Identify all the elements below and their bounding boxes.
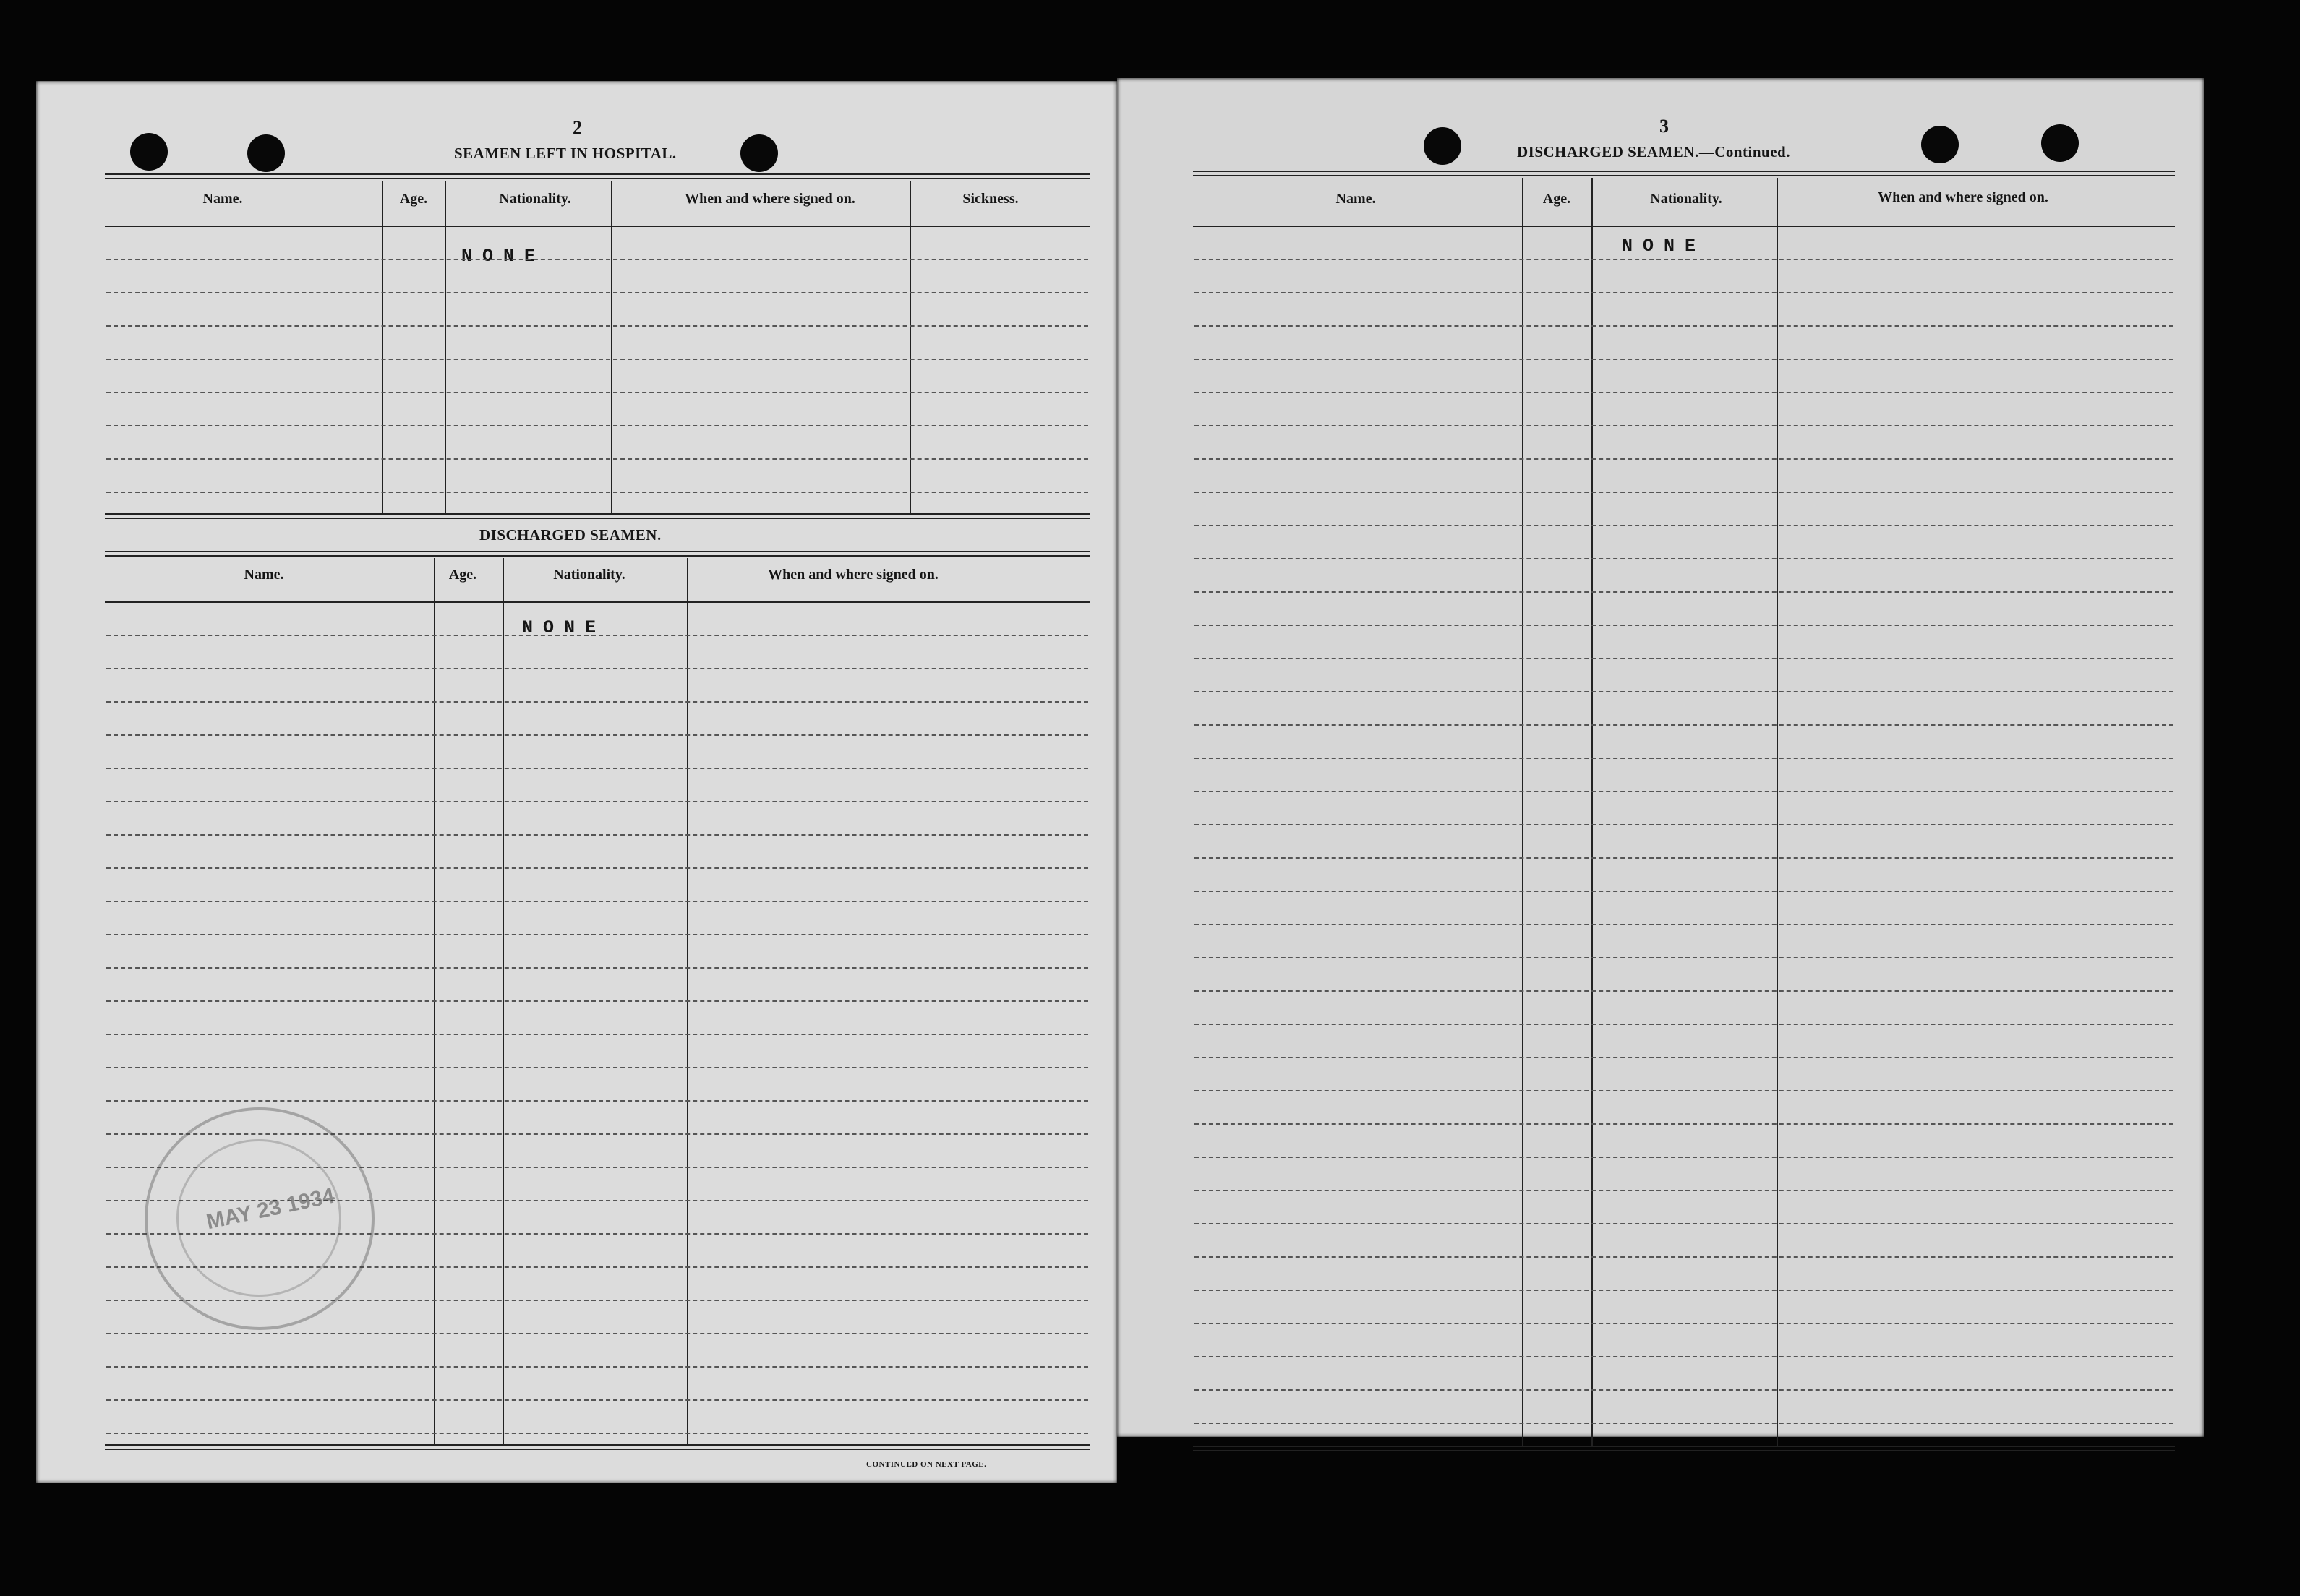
row-line	[1194, 425, 2173, 426]
row-line	[1194, 525, 2173, 526]
row-line	[1194, 1123, 2173, 1125]
discharged-section-title: DISCHARGED SEAMEN.	[479, 526, 662, 544]
row-line	[1194, 492, 2173, 493]
section-rule	[105, 513, 1090, 519]
row-line	[1194, 359, 2173, 360]
row-line	[1194, 325, 2173, 327]
col-header-nationality: Nationality.	[499, 191, 571, 207]
left-page	[36, 81, 1117, 1483]
col-header-signed-on: When and where signed on.	[768, 567, 939, 583]
col-header-signed-on: When and where signed on.	[1878, 189, 2048, 205]
row-line	[106, 1433, 1088, 1434]
binder-hole	[2041, 124, 2079, 162]
row-line	[1194, 1356, 2173, 1357]
row-line	[106, 325, 1088, 327]
row-line	[1194, 791, 2173, 792]
row-line	[1194, 1057, 2173, 1058]
col-divider	[445, 181, 446, 515]
hospital-section-title: SEAMEN LEFT IN HOSPITAL.	[454, 145, 677, 162]
row-line	[1194, 1157, 2173, 1158]
stamp-date: MAY 23 1934	[204, 1183, 337, 1235]
col-header-name: Name.	[1335, 191, 1376, 207]
header-rule	[105, 226, 1090, 227]
row-line	[1194, 658, 2173, 659]
row-line	[106, 1067, 1088, 1068]
row-line	[1194, 1290, 2173, 1291]
binder-hole	[247, 134, 285, 172]
row-line	[1194, 1090, 2173, 1091]
row-line	[1194, 392, 2173, 393]
binder-hole	[740, 134, 778, 172]
row-line	[1194, 259, 2173, 260]
row-line	[106, 867, 1088, 869]
row-line	[1194, 857, 2173, 859]
row-line	[1194, 1190, 2173, 1191]
col-header-sickness: Sickness.	[962, 191, 1019, 207]
header-rule	[1193, 226, 2175, 227]
row-line	[1194, 1256, 2173, 1258]
row-line	[106, 359, 1088, 360]
page-number: 3	[1659, 116, 1669, 137]
table-top-rule	[105, 173, 1090, 179]
col-divider	[382, 181, 383, 515]
page-number: 2	[573, 117, 582, 138]
col-header-name: Name.	[202, 191, 243, 207]
hospital-entry: NONE	[461, 246, 546, 267]
row-line	[1194, 292, 2173, 293]
row-line	[106, 834, 1088, 836]
row-line	[106, 292, 1088, 293]
header-rule	[105, 601, 1090, 603]
section-rule	[105, 551, 1090, 557]
row-line	[106, 492, 1088, 493]
row-line	[1194, 691, 2173, 692]
row-line	[1194, 558, 2173, 559]
table-top-rule	[1193, 171, 2175, 176]
table-bottom-rule	[1193, 1446, 2175, 1451]
row-line	[1194, 1223, 2173, 1224]
binder-hole	[130, 133, 168, 171]
col-divider	[611, 181, 612, 515]
col-header-age: Age.	[399, 191, 428, 207]
row-line	[1194, 824, 2173, 825]
continued-footer: CONTINUED ON NEXT PAGE.	[866, 1460, 987, 1469]
row-line	[106, 934, 1088, 935]
binder-hole	[1921, 126, 1959, 163]
row-line	[106, 259, 1088, 260]
col-header-nationality: Nationality.	[1650, 191, 1722, 207]
col-header-age: Age.	[1542, 191, 1571, 207]
row-line	[106, 668, 1088, 669]
table-bottom-rule	[105, 1444, 1090, 1450]
row-line	[106, 458, 1088, 460]
row-line	[1194, 990, 2173, 992]
continued-section-title: DISCHARGED SEAMEN.—Continued.	[1517, 143, 1790, 160]
row-line	[106, 701, 1088, 703]
right-page	[1117, 78, 2204, 1437]
col-divider	[910, 181, 911, 515]
row-line	[106, 768, 1088, 769]
col-divider	[503, 558, 504, 1446]
row-line	[106, 1366, 1088, 1368]
customs-stamp	[145, 1107, 375, 1330]
row-line	[1194, 591, 2173, 593]
row-line	[1194, 924, 2173, 925]
row-line	[106, 392, 1088, 393]
binder-hole	[1424, 127, 1461, 165]
row-line	[106, 1100, 1088, 1102]
row-line	[1194, 1389, 2173, 1391]
row-line	[1194, 724, 2173, 726]
row-line	[1194, 1423, 2173, 1424]
col-divider	[434, 558, 435, 1446]
row-line	[1194, 957, 2173, 958]
row-line	[106, 1399, 1088, 1401]
row-line	[1194, 1024, 2173, 1025]
col-header-name: Name.	[244, 567, 284, 583]
row-line	[106, 967, 1088, 969]
row-line	[1194, 1323, 2173, 1324]
discharged-entry: NONE	[522, 617, 607, 638]
row-line	[1194, 891, 2173, 892]
row-line	[106, 734, 1088, 736]
row-line	[106, 1333, 1088, 1334]
row-line	[106, 1000, 1088, 1002]
row-line	[106, 425, 1088, 426]
col-header-nationality: Nationality.	[553, 567, 625, 583]
row-line	[1194, 458, 2173, 460]
continued-entry: NONE	[1622, 236, 1706, 257]
row-line	[106, 1034, 1088, 1035]
row-line	[106, 901, 1088, 902]
row-line	[1194, 625, 2173, 626]
col-divider	[687, 558, 688, 1446]
col-header-age: Age.	[448, 567, 477, 583]
row-line	[106, 801, 1088, 802]
row-line	[106, 635, 1088, 636]
col-header-signed-on: When and where signed on.	[685, 191, 855, 207]
row-line	[1194, 758, 2173, 759]
